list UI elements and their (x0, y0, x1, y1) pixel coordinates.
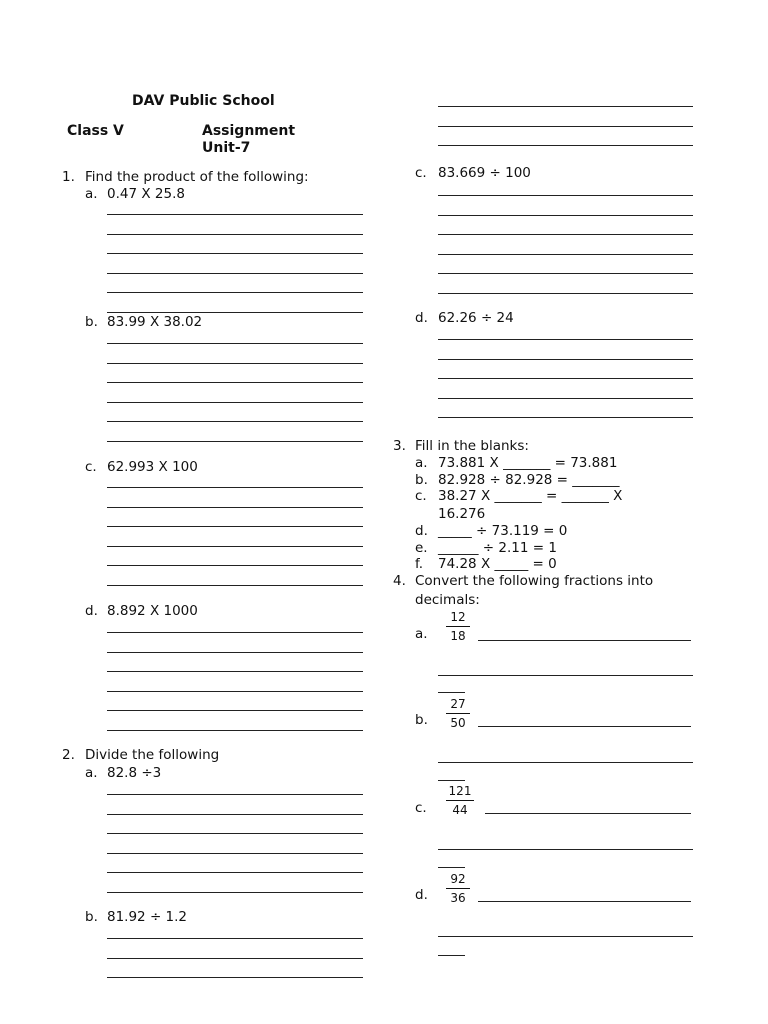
class-label: Class V (67, 123, 124, 139)
q3b-letter: b. (415, 472, 428, 488)
q4d-numerator: 92 (450, 872, 466, 886)
assignment-label: Assignment (202, 123, 296, 139)
q3e-letter: e. (415, 540, 428, 556)
q3d-letter: d. (415, 523, 428, 539)
q4b-fraction-bar (446, 713, 470, 714)
q2d-item: 62.26 ÷ 24 (438, 310, 514, 326)
q4a-numerator: 12 (450, 610, 466, 624)
q3a-item: 73.881 X _______ = 73.881 (438, 455, 618, 471)
q4a-letter: a. (415, 626, 428, 642)
q3c-item: 38.27 X _______ = _______ X (438, 488, 623, 504)
q2b-answer-lines-continued[interactable] (438, 106, 693, 165)
q4-prompt-cont: decimals: (415, 592, 480, 608)
q1c-answer-lines[interactable] (107, 487, 363, 604)
q1d-item: 8.892 X 1000 (107, 603, 198, 619)
q4d-fraction (446, 872, 470, 905)
q1d-answer-lines[interactable] (107, 632, 363, 749)
q4c-numerator: 121 (448, 784, 472, 798)
q2c-answer-lines[interactable] (438, 195, 693, 312)
q1b-answer-lines[interactable] (107, 343, 363, 460)
q4a-answer-line[interactable] (478, 640, 691, 641)
q3f-letter: f. (415, 556, 424, 572)
q4d-answer-line-2[interactable] (438, 936, 693, 937)
q1d-letter: d. (85, 603, 98, 619)
q4d-answer-line-3[interactable] (438, 955, 465, 956)
q4c-fraction-bar (446, 800, 474, 801)
q4c-answer-line[interactable] (485, 813, 691, 814)
q3-prompt: Fill in the blanks: (415, 438, 529, 454)
q4b-fraction (446, 697, 470, 730)
q4c-denominator: 44 (452, 803, 468, 817)
q4b-denominator: 50 (450, 716, 466, 730)
q2d-answer-lines[interactable] (438, 339, 693, 437)
q4c-answer-line-2[interactable] (438, 849, 693, 850)
q1a-letter: a. (85, 186, 98, 202)
q4d-letter: d. (415, 887, 428, 903)
q1b-letter: b. (85, 314, 98, 330)
q1c-item: 62.993 X 100 (107, 459, 198, 475)
q4a-answer-line-2[interactable] (438, 675, 693, 676)
q1a-item: 0.47 X 25.8 (107, 186, 185, 202)
q2a-answer-lines[interactable] (107, 794, 363, 911)
q4b-answer-line[interactable] (478, 726, 691, 727)
q3b-item: 82.928 ÷ 82.928 = _______ (438, 472, 620, 488)
q4b-answer-line-3[interactable] (438, 780, 465, 781)
q4d-denominator: 36 (450, 891, 466, 905)
q2a-item: 82.8 ÷3 (107, 765, 162, 781)
q4b-letter: b. (415, 712, 428, 728)
q4b-answer-line-2[interactable] (438, 762, 693, 763)
q4a-fraction-bar (446, 626, 470, 627)
q4c-answer-line-3[interactable] (438, 867, 465, 868)
q4c-letter: c. (415, 800, 427, 816)
q3a-letter: a. (415, 455, 428, 471)
q4d-answer-line[interactable] (478, 901, 691, 902)
q3-number: 3. (393, 438, 406, 454)
q2-number: 2. (62, 747, 75, 763)
q2c-letter: c. (415, 165, 427, 181)
q2-prompt: Divide the following (85, 747, 220, 763)
q2b-answer-lines[interactable] (107, 938, 363, 997)
q1b-item: 83.99 X 38.02 (107, 314, 203, 330)
q1-prompt: Find the product of the following: (85, 169, 309, 185)
unit-label: Unit-7 (202, 140, 251, 156)
q3e-item: ______ ÷ 2.11 = 1 (438, 540, 557, 556)
q2d-letter: d. (415, 310, 428, 326)
q4-prompt: Convert the following fractions into (415, 573, 654, 589)
q2b-item: 81.92 ÷ 1.2 (107, 909, 188, 925)
q3c-continuation: 16.276 (438, 506, 486, 522)
q2b-letter: b. (85, 909, 98, 925)
q2c-item: 83.669 ÷ 100 (438, 165, 531, 181)
q1c-letter: c. (85, 459, 97, 475)
school-name: DAV Public School (132, 93, 275, 109)
q3c-letter: c. (415, 488, 427, 504)
q4b-numerator: 27 (450, 697, 466, 711)
q1-number: 1. (62, 169, 75, 185)
q3f-item: 74.28 X _____ = 0 (438, 556, 557, 572)
q3d-item: _____ ÷ 73.119 = 0 (438, 523, 568, 539)
q4a-denominator: 18 (450, 629, 466, 643)
q4-number: 4. (393, 573, 406, 589)
q4c-fraction (446, 784, 474, 817)
q4d-fraction-bar (446, 888, 470, 889)
q2a-letter: a. (85, 765, 98, 781)
q4a-answer-line-3[interactable] (438, 692, 465, 693)
q4a-fraction (446, 610, 470, 643)
